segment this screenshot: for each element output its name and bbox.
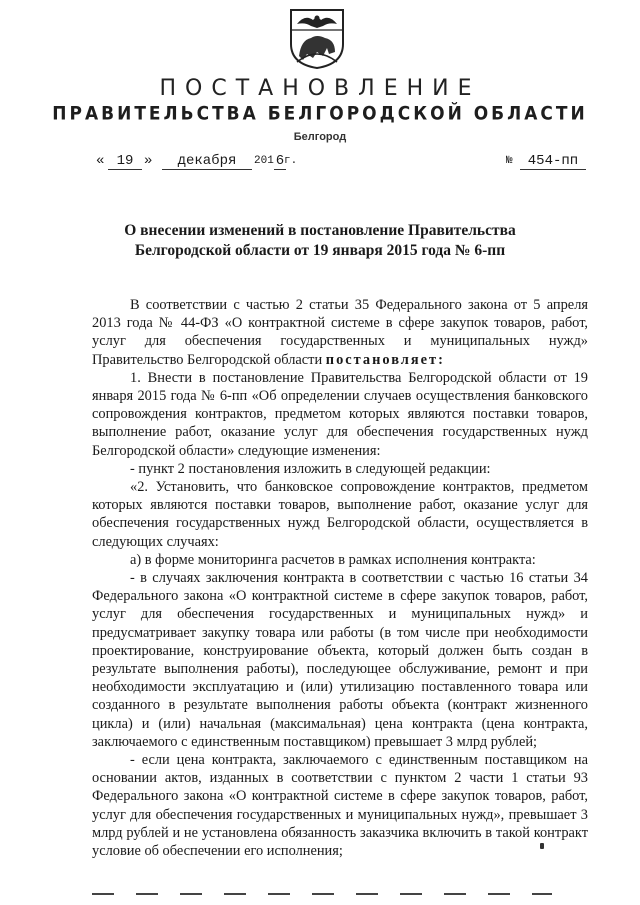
- date-year-digit: 6: [275, 153, 285, 169]
- document-body: [92, 296, 588, 860]
- date-number-line: [96, 153, 586, 175]
- document-title: [100, 221, 540, 261]
- belgorod-coat-of-arms-icon: [287, 6, 347, 70]
- bullet-paragraph-1: - в случаях заключения контракта в соответствии с частью 16 статьи 34 Федерального закона «О контрактной системе в сфере закупок товаров, работ, услуг для обеспечения государственных и муниципальных нужд» и предусматривает закупку товара или работы (в том числе при необходимости проектирование, конструирование объекта, который должен быть создан в результате выполнения работы), последующее обслуживание, ремонт и при необходимости эксплуатацию и (или) утилизацию поставленного товара или созданного в результате выполнения работы объекта (контракт жизненного цикла) и (или) начальная (максимальная) цена контракта (цена контракта, заключаемого с единственным поставщиком) превышает 3 млрд рублей;: [92, 570, 588, 750]
- document-type-heading: ПОСТАНОВЛЕНИЕ: [159, 76, 481, 101]
- item-1-paragraph: 1. Внести в постановление Правительства Белгородской области от 19 января 2015 года № 6-пп «Об определении случаев осуществления банковского сопровождения контрактов, предметом которых являются поставки товаров, выполнение работ, оказание услуг для обеспечения государственных нужд Белгородской области» следующие изменения:: [92, 369, 588, 459]
- preamble-text: В соответствии с частью 2 статьи 35 Федерального закона от 5 апреля 2013 года № 44-ФЗ «О контрактной системе в сфере закупок товаров, работ, услуг для обеспечения государственных и муниципальных нужд» Правительство Белгородской области: [92, 297, 588, 368]
- date-year-suffix: г.: [284, 155, 298, 167]
- date-year-prefix: 201: [254, 155, 274, 167]
- number-prefix: №: [506, 155, 513, 167]
- item-1-bullet: - пункт 2 постановления изложить в следующей редакции:: [130, 460, 491, 477]
- bullet-paragraph-2: - если цена контракта, заключаемого с единственным поставщиком на основании актов, изданных в соответствии с пунктом 2 части 1 статьи 93 Федерального закона «О контрактной системе в сфере закупок товаров, работ, услуг для обеспечения государственных и муниципальных нужд», превышает 3 млрд рублей и не установлена обязанность заказчика включить в такой контракт условие об обеспечении его исполнения;: [92, 752, 588, 860]
- date-close-quote: »: [144, 153, 153, 169]
- date-month: декабря: [162, 153, 252, 170]
- date-day: 19: [108, 153, 142, 170]
- subpoint-a: а) в форме мониторинга расчетов в рамках исполнения контракта:: [130, 551, 536, 568]
- title-line-1: О внесении изменений в постановление Правительства: [124, 222, 516, 239]
- scan-mark: [540, 843, 544, 849]
- issuing-authority-heading: ПРАВИТЕЛЬСТВА БЕЛГОРОДСКОЙ ОБЛАСТИ: [52, 103, 588, 125]
- preamble-paragraph: [92, 296, 588, 369]
- page-bottom-dashes: [92, 893, 552, 895]
- point-2-paragraph: «2. Установить, что банковское сопровождение контрактов, предметом которых являются поставки товаров, выполнение работ, оказание услуг для обеспечения государственных нужд Белгородской области, осуществляется в следующих случаях:: [92, 479, 588, 550]
- decree-word: постановляет:: [325, 351, 445, 368]
- city-name: Белгород: [293, 131, 347, 143]
- date-open-quote: «: [96, 153, 105, 169]
- document-number: 454-пп: [520, 153, 586, 170]
- title-line-2: Белгородской области от 19 января 2015 года № 6-пп: [134, 242, 506, 259]
